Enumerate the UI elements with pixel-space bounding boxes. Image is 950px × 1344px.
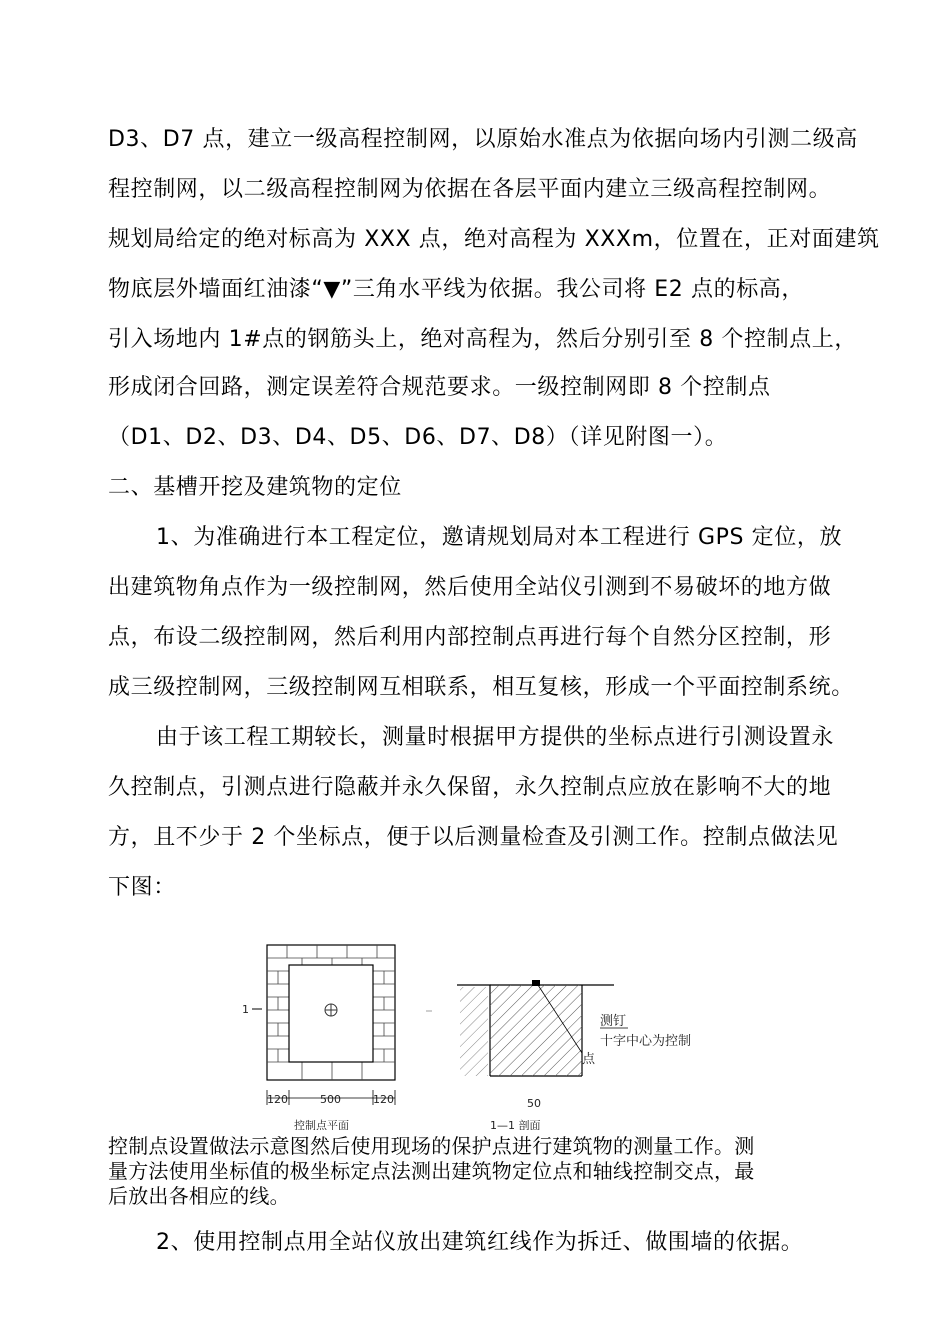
- nail-label: 测钉: [600, 1014, 627, 1029]
- dimension-right: 120: [373, 1093, 394, 1106]
- text-line: 控制点设置做法示意图然后使用现场的保护点进行建筑物的测量工作。测: [108, 1134, 755, 1158]
- text-line: 由于该工程工期较长，测量时根据甲方提供的坐标点进行引测设置永: [156, 725, 835, 750]
- text-line: 方，且不少于 2 个坐标点，便于以后测量检查及引测工作。控制点做法见: [108, 825, 839, 850]
- text-line: 久控制点，引测点进行隐蔽并永久保留，永久控制点应放在影响不大的地: [108, 775, 832, 800]
- dimension-middle: 500: [320, 1093, 341, 1106]
- section-caption: 1—1 剖面: [490, 1119, 541, 1130]
- control-point-figure: [232, 935, 732, 1130]
- text-line: 形成闭合回路，测定误差符合规范要求。一级控制网即 8 个控制点: [108, 375, 771, 400]
- text-line: 出建筑物角点作为一级控制网，然后使用全站仪引测到不易破坏的地方做: [108, 575, 832, 600]
- dimension-left: 120: [267, 1093, 288, 1106]
- survey-nail-icon: [532, 980, 540, 986]
- section-dimension: 50: [527, 1097, 541, 1110]
- text-line: （D1、D2、D3、D4、D5、D6、D7、D8）（详见附图一）。: [108, 425, 728, 450]
- plan-caption: 控制点平面: [294, 1119, 349, 1130]
- concrete-hatch: [490, 985, 582, 1076]
- plan-view: [242, 945, 395, 1130]
- text-line: D3、D7 点，建立一级高程控制网，以原始水准点为依据向场内引测二级高: [108, 127, 858, 152]
- section-mark: 1: [242, 1003, 249, 1016]
- text-line: 规划局给定的绝对标高为 XXX 点，绝对高程为 XXXm，位置在，正对面建筑: [108, 227, 880, 252]
- section-view: [457, 980, 691, 1130]
- nail-note-cont: 点: [582, 1052, 596, 1067]
- text-line: 下图：: [108, 875, 176, 900]
- paragraph-red-line: 2、使用控制点用全站仪放出建筑红线作为拆迁、做围墙的依据。: [156, 1230, 804, 1255]
- text-line: 量方法使用坐标值的极坐标定点法测出建筑物定位点和轴线控制交点，最: [108, 1159, 755, 1183]
- section-heading: 二、基槽开挖及建筑物的定位: [108, 475, 402, 500]
- text-line: 引入场地内 1#点的钢筋头上，绝对高程为，然后分别引至 8 个控制点上，: [108, 327, 858, 352]
- control-point-diagram: [232, 935, 732, 1130]
- text-line: 成三级控制网，三级控制网互相联系，相互复核，形成一个平面控制系统。: [108, 675, 854, 700]
- text-line: 程控制网，以二级高程控制网为依据在各层平面内建立三级高程控制网。: [108, 177, 832, 202]
- text-line: 后放出各相应的线。: [108, 1184, 290, 1208]
- text-line: 1、为准确进行本工程定位，邀请规划局对本工程进行 GPS 定位，放: [156, 525, 843, 550]
- text-line: 物底层外墙面红油漆“▼”三角水平线为依据。我公司将 E2 点的标高，: [108, 277, 804, 302]
- nail-note: 十字中心为控制: [600, 1034, 692, 1049]
- text-line: 点，布设二级控制网，然后利用内部控制点再进行每个自然分区控制，形: [108, 625, 832, 650]
